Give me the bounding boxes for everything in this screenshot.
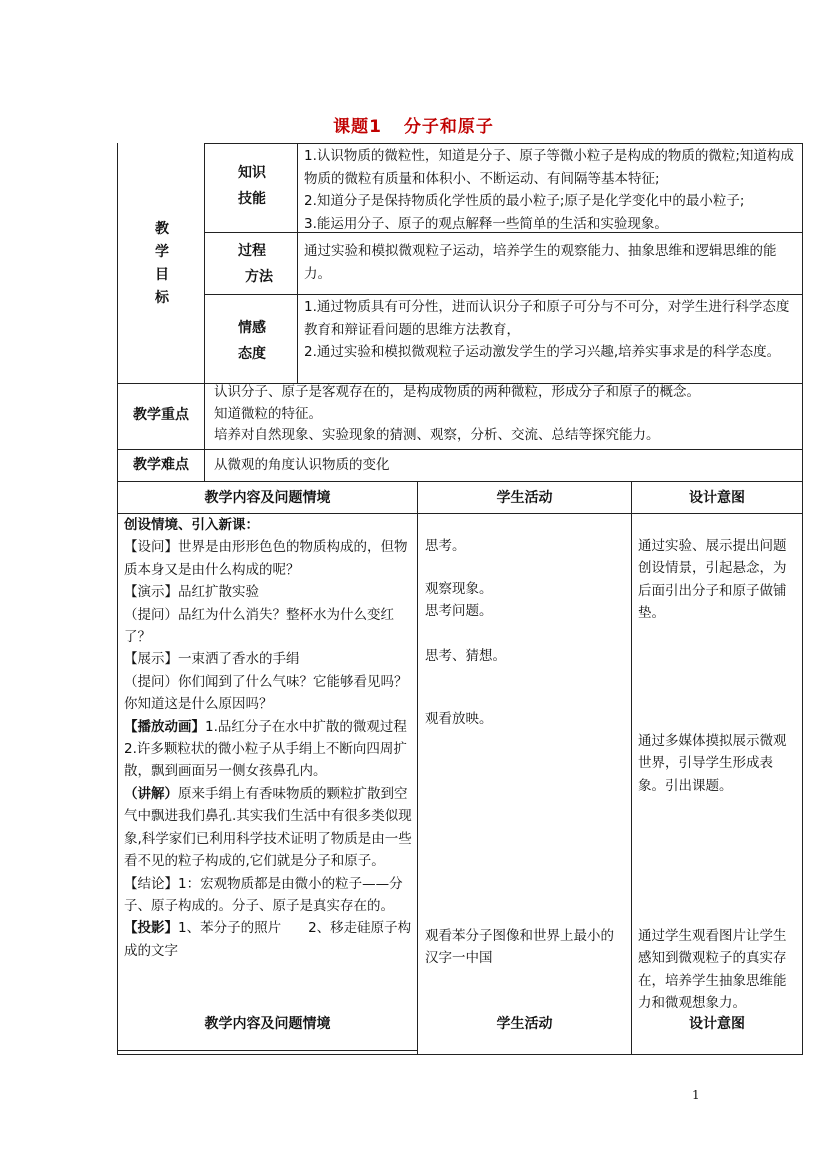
- content-tag: 【演示】: [124, 584, 178, 601]
- knowledge-label: [222, 160, 282, 212]
- difficulty-label: 教学难点: [133, 457, 189, 473]
- key-points-label: 教学重点: [133, 407, 189, 423]
- header-student: 学生活动: [496, 490, 553, 506]
- student-activity-2: 观察现象。: [425, 581, 493, 597]
- content-text: 品红扩散实验: [178, 584, 259, 601]
- content-tag: （讲解）: [124, 785, 178, 802]
- design-intent-3: 通过学生观看图片让学生感知到微观粒子的真实存在，培养学生抽象思维能力和微观想象力。: [638, 928, 787, 1012]
- process-label: [222, 238, 282, 290]
- content-text: 1：宏观物质都是由微小的粒子——分子、原子构成的。分子、原子是真实存在的。: [124, 875, 403, 914]
- header-design: 设计意图: [689, 490, 745, 506]
- design-intent-2: 通过多媒体摸拟展示微观世界，引导学生形成表象。引出课题。: [638, 733, 787, 794]
- student-activity-3: 思考问题。: [425, 603, 493, 619]
- content-text: 你们闻到了什么气味？它能够看见吗？你知道这是什么原因吗？: [124, 673, 408, 713]
- emotion-label: [222, 315, 282, 367]
- content-tag: 【结论】: [124, 875, 178, 892]
- footer-header-student: 学生活动: [496, 1016, 553, 1032]
- student-activity-6: 观看苯分子图像和世界上最小的汉字一中国: [425, 928, 614, 967]
- content-text: 品红为什么消失？整杯水为什么变红了？: [124, 606, 394, 646]
- difficulty-text: 从微观的角度认识物质的变化: [214, 457, 390, 473]
- student-activity-4: 思考、猜想。: [425, 648, 506, 664]
- page-title: [0, 112, 827, 137]
- emotion-label-line: 情感: [238, 320, 266, 336]
- student-activity-1: 思考。: [425, 538, 466, 554]
- content-tag: 【展示】: [124, 651, 178, 668]
- student-activity-5: 观看放映。: [425, 711, 493, 727]
- content-tag: （提问）: [124, 606, 178, 623]
- content-line: [124, 581, 414, 603]
- content-text: 1、苯分子的照片 2、移走硅原子构成的文字: [124, 920, 412, 959]
- content-tag: 【播放动画】: [124, 718, 205, 735]
- knowledge-text: 1.认识物质的微粒性，知道是分子、原子等微小粒子是构成的物质的微粒;知道构成物质的微粒有质量和体积小、不断运动、有间隔等基本特征; 2.知道分子是保持物质化学性质的最小粒子;原子是化学变化中的最小粒子; 3.能运用分子、原子的观点解释一些简单的生活和实验现象。: [304, 148, 794, 232]
- emotion-label-line: 态度: [238, 346, 266, 362]
- process-label-line: 方法: [245, 269, 273, 285]
- knowledge-label-line: 知识: [238, 165, 266, 181]
- content-tag: （提问）: [124, 673, 178, 690]
- content-line: [124, 917, 414, 962]
- content-line: [124, 716, 414, 783]
- content-tag: 【投影】: [124, 920, 178, 937]
- process-text: 通过实验和模拟微观粒子运动，培养学生的观察能力、抽象思维和逻辑思维的能力。: [304, 243, 777, 282]
- design-intent-1: 通过实验、展示提出问题创设情景，引起悬念，为后面引出分子和原子做铺垫。: [638, 538, 787, 622]
- objectives-label: [152, 218, 172, 310]
- objectives-label-char: 标: [155, 290, 169, 306]
- content-heading: 创设情境、引入新课：: [124, 517, 259, 533]
- lesson-number: 课题1: [333, 117, 382, 137]
- objectives-label-char: 目: [155, 267, 169, 283]
- content-text: 世界是由形形色色的物质构成的，但物质本身又是由什么构成的呢？: [124, 539, 408, 578]
- content-text: 原来手绢上有香味物质的颗粒扩散到空气中飘进我们鼻孔.其实我们生活中有很多类似现象,科学家们已利用科学技术证明了物质是由一些看不见的粒子构成的,它们就是分子和原子。: [124, 785, 412, 870]
- process-label-line: 过程: [238, 243, 266, 259]
- objectives-label-char: 教: [155, 221, 169, 237]
- content-line: [124, 783, 414, 873]
- content-line: [124, 648, 414, 670]
- emotion-text: 1.通过物质具有可分性，进而认识分子和原子可分与不可分，对学生进行科学态度教育和辩证看问题的思维方法教育， 2.通过实验和模拟微观粒子运动激发学生的学习兴趣,培养实事求是的科学态度。: [304, 299, 790, 360]
- page-number: 1: [692, 1088, 700, 1102]
- content-line: [124, 536, 414, 581]
- content-tag: 【设问】: [124, 539, 178, 556]
- content-text: 1.品红分子在水中扩散的微观过程 2.许多颗粒状的微小粒子从手绢上不断向四周扩散，飘到画面另一侧女孩鼻孔内。: [124, 718, 407, 780]
- content-line: [124, 604, 414, 649]
- content-text: 一束洒了香水的手绢: [178, 651, 300, 668]
- footer-header-content: 教学内容及问题情境: [204, 1016, 331, 1032]
- knowledge-label-line: 技能: [238, 191, 266, 207]
- objectives-label-char: 学: [155, 244, 169, 260]
- content-line: [124, 873, 414, 918]
- content-column: [124, 514, 414, 962]
- key-points-text: 认识分子、原子是客观存在的，是构成物质的两种微粒，形成分子和原子的概念。 知道微粒的特征。 培养对自然现象、实验现象的猜测、观察，分析、交流、总结等探究能力。: [214, 384, 700, 443]
- content-line: [124, 671, 414, 716]
- header-content: 教学内容及问题情境: [204, 490, 331, 506]
- lesson-topic: 分子和原子: [403, 117, 494, 137]
- footer-header-design: 设计意图: [689, 1016, 745, 1032]
